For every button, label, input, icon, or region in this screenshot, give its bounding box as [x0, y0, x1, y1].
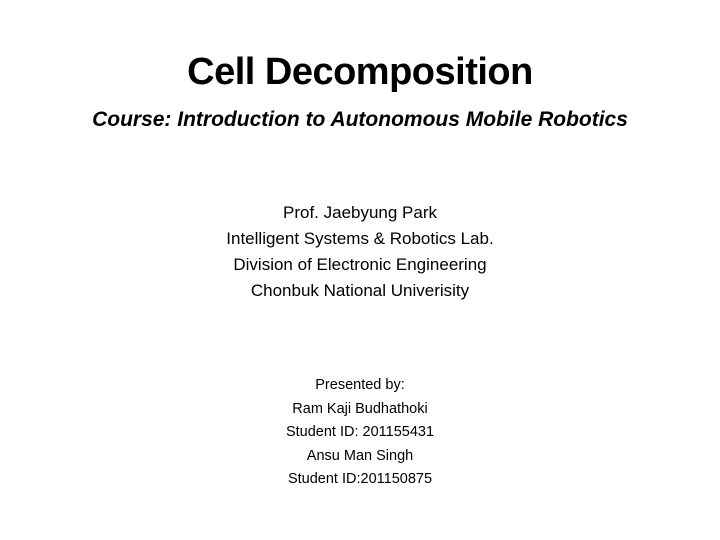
- course-subtitle: Course: Introduction to Autonomous Mobile Robotics: [92, 108, 628, 131]
- slide-title: Cell Decomposition: [187, 51, 533, 93]
- presenter-student-id: Student ID:201150875: [287, 471, 433, 487]
- presenter-block: [0, 374, 720, 492]
- presenter-name: Ansu Man Singh: [306, 447, 414, 464]
- presenter-student-id: Student ID: 201155431: [285, 424, 435, 440]
- presenter-name: Ram Kaji Budhathoki: [292, 400, 428, 417]
- professor-name: Prof. Jaebyung Park: [282, 203, 438, 222]
- university-name: Chonbuk National Univerisity: [250, 281, 470, 300]
- division-name: Division of Electronic Engineering: [233, 255, 487, 274]
- presented-by-heading: Presented by:: [315, 377, 405, 393]
- author-block: [0, 200, 720, 304]
- lab-name: Intelligent Systems & Robotics Lab.: [226, 229, 494, 248]
